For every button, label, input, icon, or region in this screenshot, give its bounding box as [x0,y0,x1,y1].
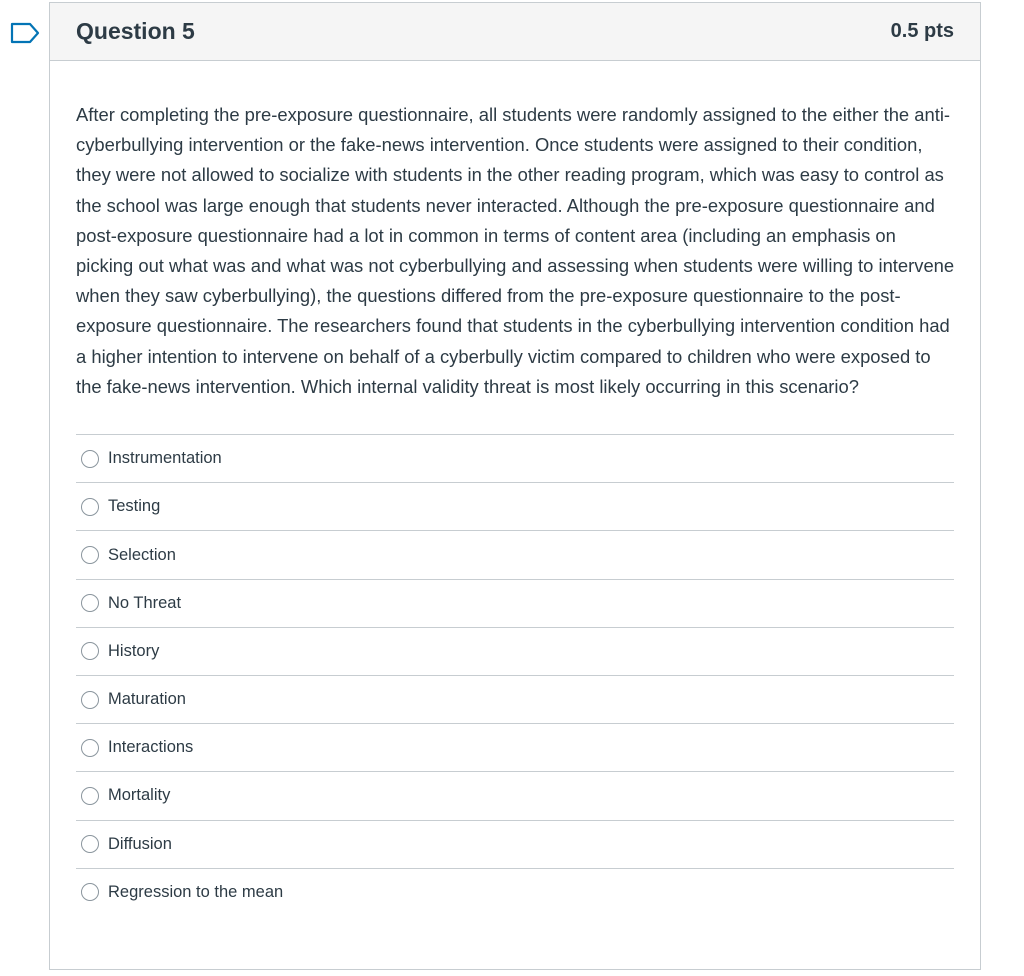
answer-label: Selection [108,545,176,564]
answer-label: Mortality [108,786,171,805]
radio-button[interactable] [81,787,99,805]
radio-button[interactable] [81,594,99,612]
answer-list [76,434,954,916]
answer-label: Instrumentation [108,449,222,468]
answer-label: Maturation [108,690,186,709]
radio-button[interactable] [81,883,99,901]
answer-option[interactable] [76,579,954,627]
radio-button[interactable] [81,642,99,660]
question-header [50,3,980,61]
radio-button[interactable] [81,835,99,853]
radio-button[interactable] [81,498,99,516]
answer-option[interactable] [76,723,954,771]
answer-option[interactable] [76,820,954,868]
question-title: Question 5 [76,18,195,44]
radio-button[interactable] [81,450,99,468]
answer-option[interactable] [76,482,954,530]
answer-label: Regression to the mean [108,882,284,901]
flag-question-icon[interactable] [10,22,40,44]
answer-option[interactable] [76,675,954,723]
answer-label: Interactions [108,738,194,757]
radio-button[interactable] [81,546,99,564]
question-text: After completing the pre-exposure questionnaire, all students were randomly assigned to the either the anti-cyberbullying intervention or the fake-news intervention. Once students were assigned to their condition, they were not allowed to socialize with students in the other reading program, which was easy to control as the school was large enough that students never interacted. Although the pre-exposure questionnaire and post-exposure questionnaire had a lot in common in terms of content area (including an emphasis on picking out what was and what was not cyberbullying and assessing when students were willing to intervene when they saw cyberbullying), the questions differed from the pre-exposure questionnaire to the post-exposure questionnaire. The researchers found that students in the cyberbullying intervention condition had a higher intention to intervene on behalf of a cyberbully victim compared to children who were exposed to the fake-news intervention. Which internal validity threat is most likely occurring in this scenario? [76,104,955,397]
answer-option[interactable] [76,771,954,819]
answer-option[interactable] [76,627,954,675]
answer-label: No Threat [108,593,182,612]
radio-button[interactable] [81,691,99,709]
question-card [49,2,981,970]
answer-option[interactable] [76,530,954,578]
question-body [50,61,980,916]
answer-label: History [108,641,160,660]
answer-label: Diffusion [108,834,172,853]
answer-option[interactable] [76,868,954,916]
answer-label: Testing [108,497,161,516]
question-points: 0.5 pts [890,20,954,42]
answer-option[interactable] [76,434,954,482]
radio-button[interactable] [81,739,99,757]
